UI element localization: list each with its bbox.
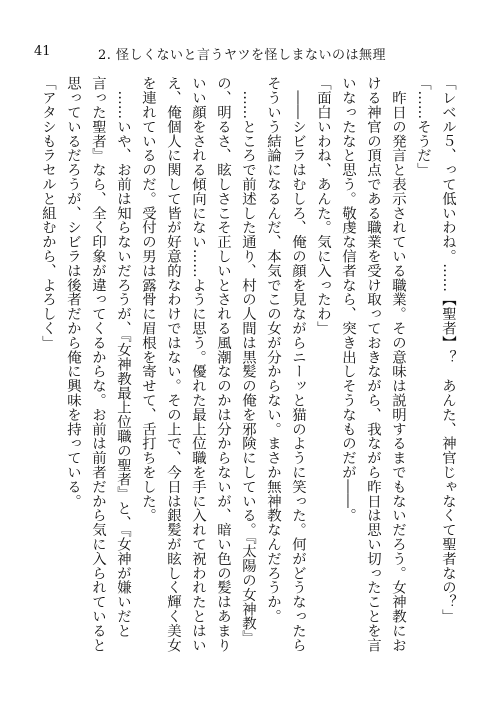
text-line: 言った聖者』なら、全く印象が違ってくるからな。お前は前者だから気に入られていると <box>90 76 106 652</box>
page-header <box>34 44 460 64</box>
text-line: 思っているだろうが、シビラは後者だから俺に興味を持っている。 <box>65 76 81 508</box>
text-line: ……いや、お前は知らないだろうが、『女神教最上位職の聖者』と、『女神が嫌いだと <box>115 76 131 638</box>
text-line: 「アタシもラセルと組むから、よろしく」 <box>40 76 56 350</box>
text-line: 昨日の発言と表示されている職業。その意味は説明するまでもないだろう。女神教にお <box>390 76 406 652</box>
text-line: ――シビラはむしろ、俺の顔を見ながらニーッと猫のように笑った。何がどうなったら <box>290 76 306 652</box>
text-line: を連れているのだ。受付の男は露骨に眉根を寄せて、舌打ちをした。 <box>140 76 156 523</box>
text-line: ……ところで前述した通り、村の人間は黒髪の俺を邪険にしている。『太陽の女神教』 <box>240 76 256 645</box>
text-line: ける神官の頂点である職業を受け取っておきながら、我ながら昨日は思い切ったことを言 <box>365 76 381 652</box>
text-line: いなったなと思う。敬虔な信者なら、突き出しそうなものだが――。 <box>340 76 356 523</box>
text-line: の、明るさ、眩しさこそ正しいとされる風潮なのかは分からないが、暗い色の髪はあまり <box>215 76 231 652</box>
text-line: いい顔をされる傾向にない……ように思う。優れた最上位職を手に入れて祝われたとはい <box>190 76 206 652</box>
text-line: 「レベル５、って低いわね。……【聖者】？ あんた、神官じゃなくて聖者なの？」 <box>440 76 456 624</box>
running-head: 2. 怪しくないと言うヤツを怪しまないのは無理 <box>98 48 387 63</box>
text-line: そういう結論になるんだ、本気でこの女が分からない。まさか無神教なんだろうか。 <box>265 76 281 624</box>
text-line: 「面白いわね、あんた。気に入ったわ」 <box>315 76 331 336</box>
text-line: え、俺個人に関して皆が好意的なわけではない。その上で、今日は銀髪が眩しく輝く美女 <box>165 76 181 652</box>
text-line: 「……そうだ」 <box>415 76 431 177</box>
body-text <box>30 76 460 676</box>
page-number: 41 <box>34 44 51 59</box>
